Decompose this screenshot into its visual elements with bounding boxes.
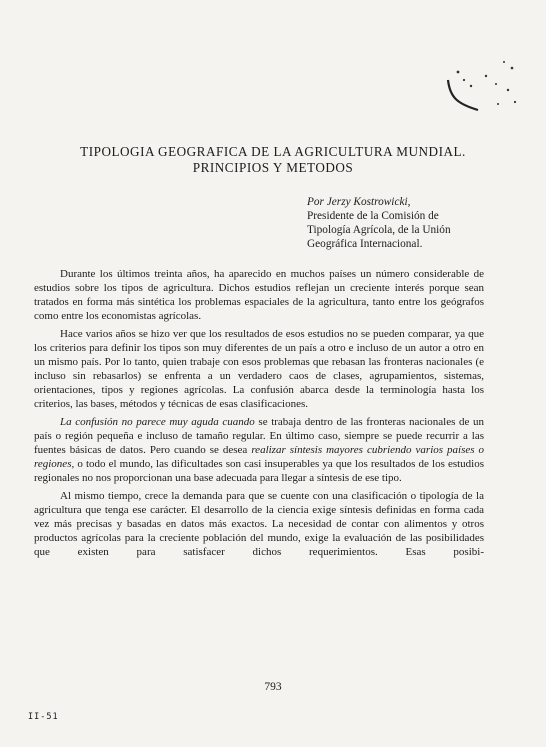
paragraph-2: Hace varios años se hizo ver que los resultados de esos estudios no se pueden comparar, ya que los criterios para definir los tipos son muy diferentes de un país a otro e incluso de un autor a otro en un mismo país. Por lo tanto, quien trabaje con esos problemas que rebasan las fronteras nacionales (e incluso sin rebasarlos) se enfrenta a un verdadero caos de clases, agrupamientos, sistemas, orientaciones, tipos y regiones agrícolas. La confusión abarca desde la terminología hasta los criterios, las bases, métodos y técnicas de esas clasificaciones.: [34, 328, 484, 410]
signature-mark: II-51: [28, 712, 59, 722]
paragraph-1: Durante los últimos treinta años, ha aparecido en muchos países un número considerable de estudios sobre los tipos de agricultura. Dichos estudios reflejan un creciente interés porque sean tratados en forma más sintética los problemas espaciales de la agricultura, tanto entre los geógrafos como entre los economistas agrícolas.: [34, 268, 484, 322]
paragraph-3-text-b: o todo el mundo, las dificultades son casi insuperables ya que los resultados de los estudios regionales no nos proporcionan una base adecuada para llegar a síntesis de ese tipo.: [34, 458, 485, 484]
title-line-1: TIPOLOGIA GEOGRAFICA DE LA AGRICULTURA MUNDIAL.: [80, 144, 466, 159]
affiliation-line-2: Tipología Agrícola, de la Unión: [307, 224, 451, 236]
paragraph-3-text-a: se trabaja dentro de las fronteras nacionales de un país o región pequeña e incluso de tamaño regular. En último caso, siempre se puede recurrir a las fuentes básicas de datos. Pero cuando se desea: [34, 416, 485, 456]
affiliation-line-3: Geográfica Internacional.: [307, 238, 423, 250]
author-name: Por Jerzy Kostrowicki,: [307, 196, 411, 208]
article-body: [34, 267, 484, 559]
paragraph-4: Al mismo tiempo, crece la demanda para que se cuente con una clasificación o tipología de la agricultura que tenga ese carácter. El desarrollo de la ciencia exige síntesis definidas en forma cada vez más precisas y basadas en datos más exactos. La necesidad de contar con alimentos y otros productos agrícolas para la creciente población del mundo, exige la evaluación de las posibilidades que existen para satisfacer dichos requerimientos. Esas posibi-: [34, 490, 484, 558]
affiliation-line-1: Presidente de la Comisión de: [307, 210, 439, 222]
paragraph-3-italic-lead: La confusión no parece muy aguda cuando: [60, 416, 255, 428]
author-byline: [307, 195, 507, 251]
paragraph-3-italic-mid: realizar síntesis mayores cubriendo varios países o regiones,: [34, 444, 485, 470]
paragraph-3: [34, 415, 484, 485]
article-title: [40, 144, 506, 176]
page-number: 793: [264, 681, 282, 693]
handwritten-corner-mark-icon: [438, 50, 528, 130]
title-line-2: PRINCIPIOS Y METODOS: [192, 160, 354, 175]
